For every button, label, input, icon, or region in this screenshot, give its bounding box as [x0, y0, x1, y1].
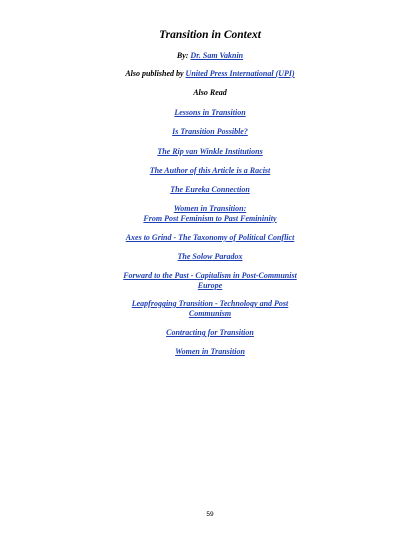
- related-link-text[interactable]: Axes to Grind - The Taxonomy of Political Conflict: [125, 233, 295, 242]
- publisher-link[interactable]: United Press International (UPI): [185, 69, 295, 78]
- published-note: [0, 69, 420, 79]
- related-link-text[interactable]: Europe: [197, 280, 223, 290]
- related-link-text[interactable]: From Post Feminism to Past Femininity: [143, 213, 277, 223]
- related-link-text[interactable]: The Rip van Winkle Institutions: [157, 147, 263, 156]
- related-link-text[interactable]: Lessons in Transition: [174, 108, 246, 117]
- related-link-rip-van-winkle-institutions[interactable]: [0, 147, 420, 157]
- related-link-contracting-for-transition[interactable]: [0, 328, 420, 338]
- related-link-is-transition-possible[interactable]: [0, 127, 420, 137]
- published-prefix: Also published by: [125, 69, 184, 78]
- related-link-text[interactable]: The Eureka Connection: [170, 185, 250, 194]
- related-link-text[interactable]: The Author of this Article is a Racist: [149, 166, 271, 175]
- byline: [0, 51, 420, 61]
- related-link-text[interactable]: The Solow Paradox: [177, 252, 243, 261]
- related-link-eureka-connection[interactable]: [0, 185, 420, 195]
- related-link-axes-to-grind[interactable]: [0, 233, 420, 243]
- related-link-women-in-transition[interactable]: [0, 347, 420, 357]
- related-link-text[interactable]: Women in Transition: [175, 347, 245, 356]
- author-link[interactable]: Dr. Sam Vaknin: [190, 51, 244, 60]
- related-link-solow-paradox[interactable]: [0, 252, 420, 262]
- byline-prefix: By:: [176, 51, 189, 60]
- related-link-text[interactable]: Women in Transition:: [173, 204, 247, 213]
- related-link-women-in-transition-post-feminism[interactable]: [0, 204, 420, 223]
- related-link-text[interactable]: Contracting for Transition: [166, 328, 254, 337]
- related-link-lessons-in-transition[interactable]: [0, 108, 420, 118]
- also-read-heading: Also Read: [193, 88, 227, 97]
- related-link-text[interactable]: Is Transition Possible?: [172, 127, 248, 136]
- related-link-author-is-a-racist[interactable]: [0, 166, 420, 176]
- related-link-forward-to-the-past[interactable]: [0, 271, 420, 290]
- related-link-leapfrogging-transition[interactable]: [0, 299, 420, 318]
- page-number: 59: [206, 511, 214, 518]
- page-title: Transition in Context: [159, 29, 261, 41]
- related-link-text[interactable]: Communism: [188, 308, 232, 318]
- related-link-text[interactable]: Forward to the Past - Capitalism in Post-Communist: [123, 271, 297, 280]
- related-link-text[interactable]: Leapfrogging Transition - Technology and Post: [131, 299, 289, 308]
